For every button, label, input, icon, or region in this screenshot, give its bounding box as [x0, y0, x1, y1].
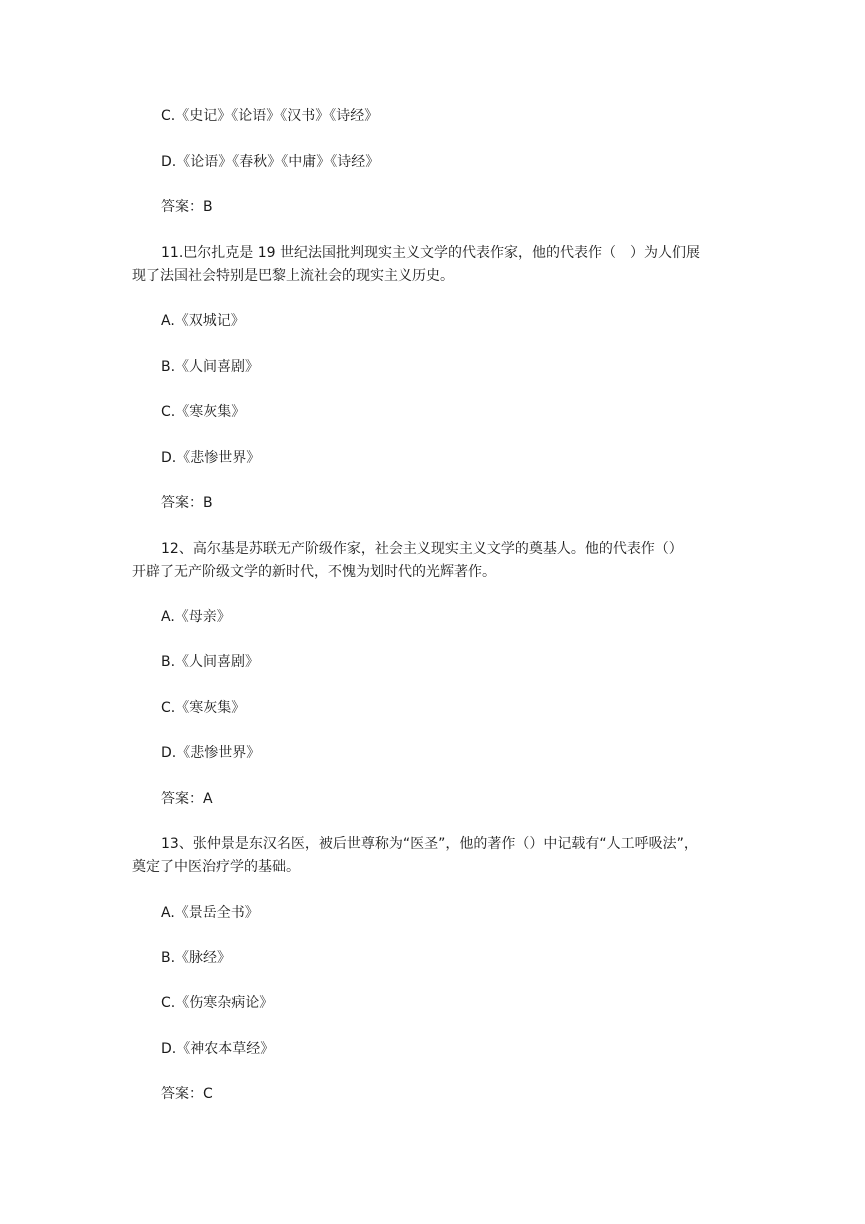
q11-option-d: D.《悲惨世界》 — [161, 450, 261, 466]
q11-option-b: B.《人间喜剧》 — [161, 359, 260, 375]
q12-option-d: D.《悲惨世界》 — [161, 745, 261, 761]
q12-text-line2: 开辟了无产阶级文学的新时代，不愧为划时代的光辉著作。 — [132, 564, 496, 580]
q13-option-b: B.《脉经》 — [161, 950, 232, 966]
prev-option-c: C.《史记》《论语》《汉书》《诗经》 — [161, 108, 379, 124]
q13-text-line2: 奠定了中医治疗学的基础。 — [132, 859, 300, 875]
q13-option-a: A.《景岳全书》 — [161, 905, 259, 921]
q13-option-c: C.《伤寒杂病论》 — [161, 995, 274, 1011]
q11-answer: 答案：B — [161, 495, 213, 511]
q13-text-line1: 13、张仲景是东汉名医，被后世尊称为“医圣”，他的著作（）中记载有“人工呼吸法”， — [161, 836, 698, 852]
q12-option-b: B.《人间喜剧》 — [161, 654, 260, 670]
q12-answer: 答案：A — [161, 791, 213, 807]
q13-answer: 答案：C — [161, 1086, 213, 1102]
q11-text-line1: 11.巴尔扎克是 19 世纪法国批判现实主义文学的代表作家，他的代表作（ ）为人们展 — [161, 245, 700, 261]
q12-option-c: C.《寒灰集》 — [161, 700, 246, 716]
q12-option-a: A.《母亲》 — [161, 609, 231, 625]
q13-option-d: D.《神农本草经》 — [161, 1041, 275, 1057]
prev-answer: 答案：B — [161, 199, 213, 215]
q11-text-line2: 现了法国社会特别是巴黎上流社会的现实主义历史。 — [132, 268, 454, 284]
q12-text-line1: 12、高尔基是苏联无产阶级作家，社会主义现实主义文学的奠基人。他的代表作（） — [161, 541, 683, 557]
q11-option-a: A.《双城记》 — [161, 313, 245, 329]
q11-option-c: C.《寒灰集》 — [161, 404, 246, 420]
prev-option-d: D.《论语》《春秋》《中庸》《诗经》 — [161, 154, 380, 170]
